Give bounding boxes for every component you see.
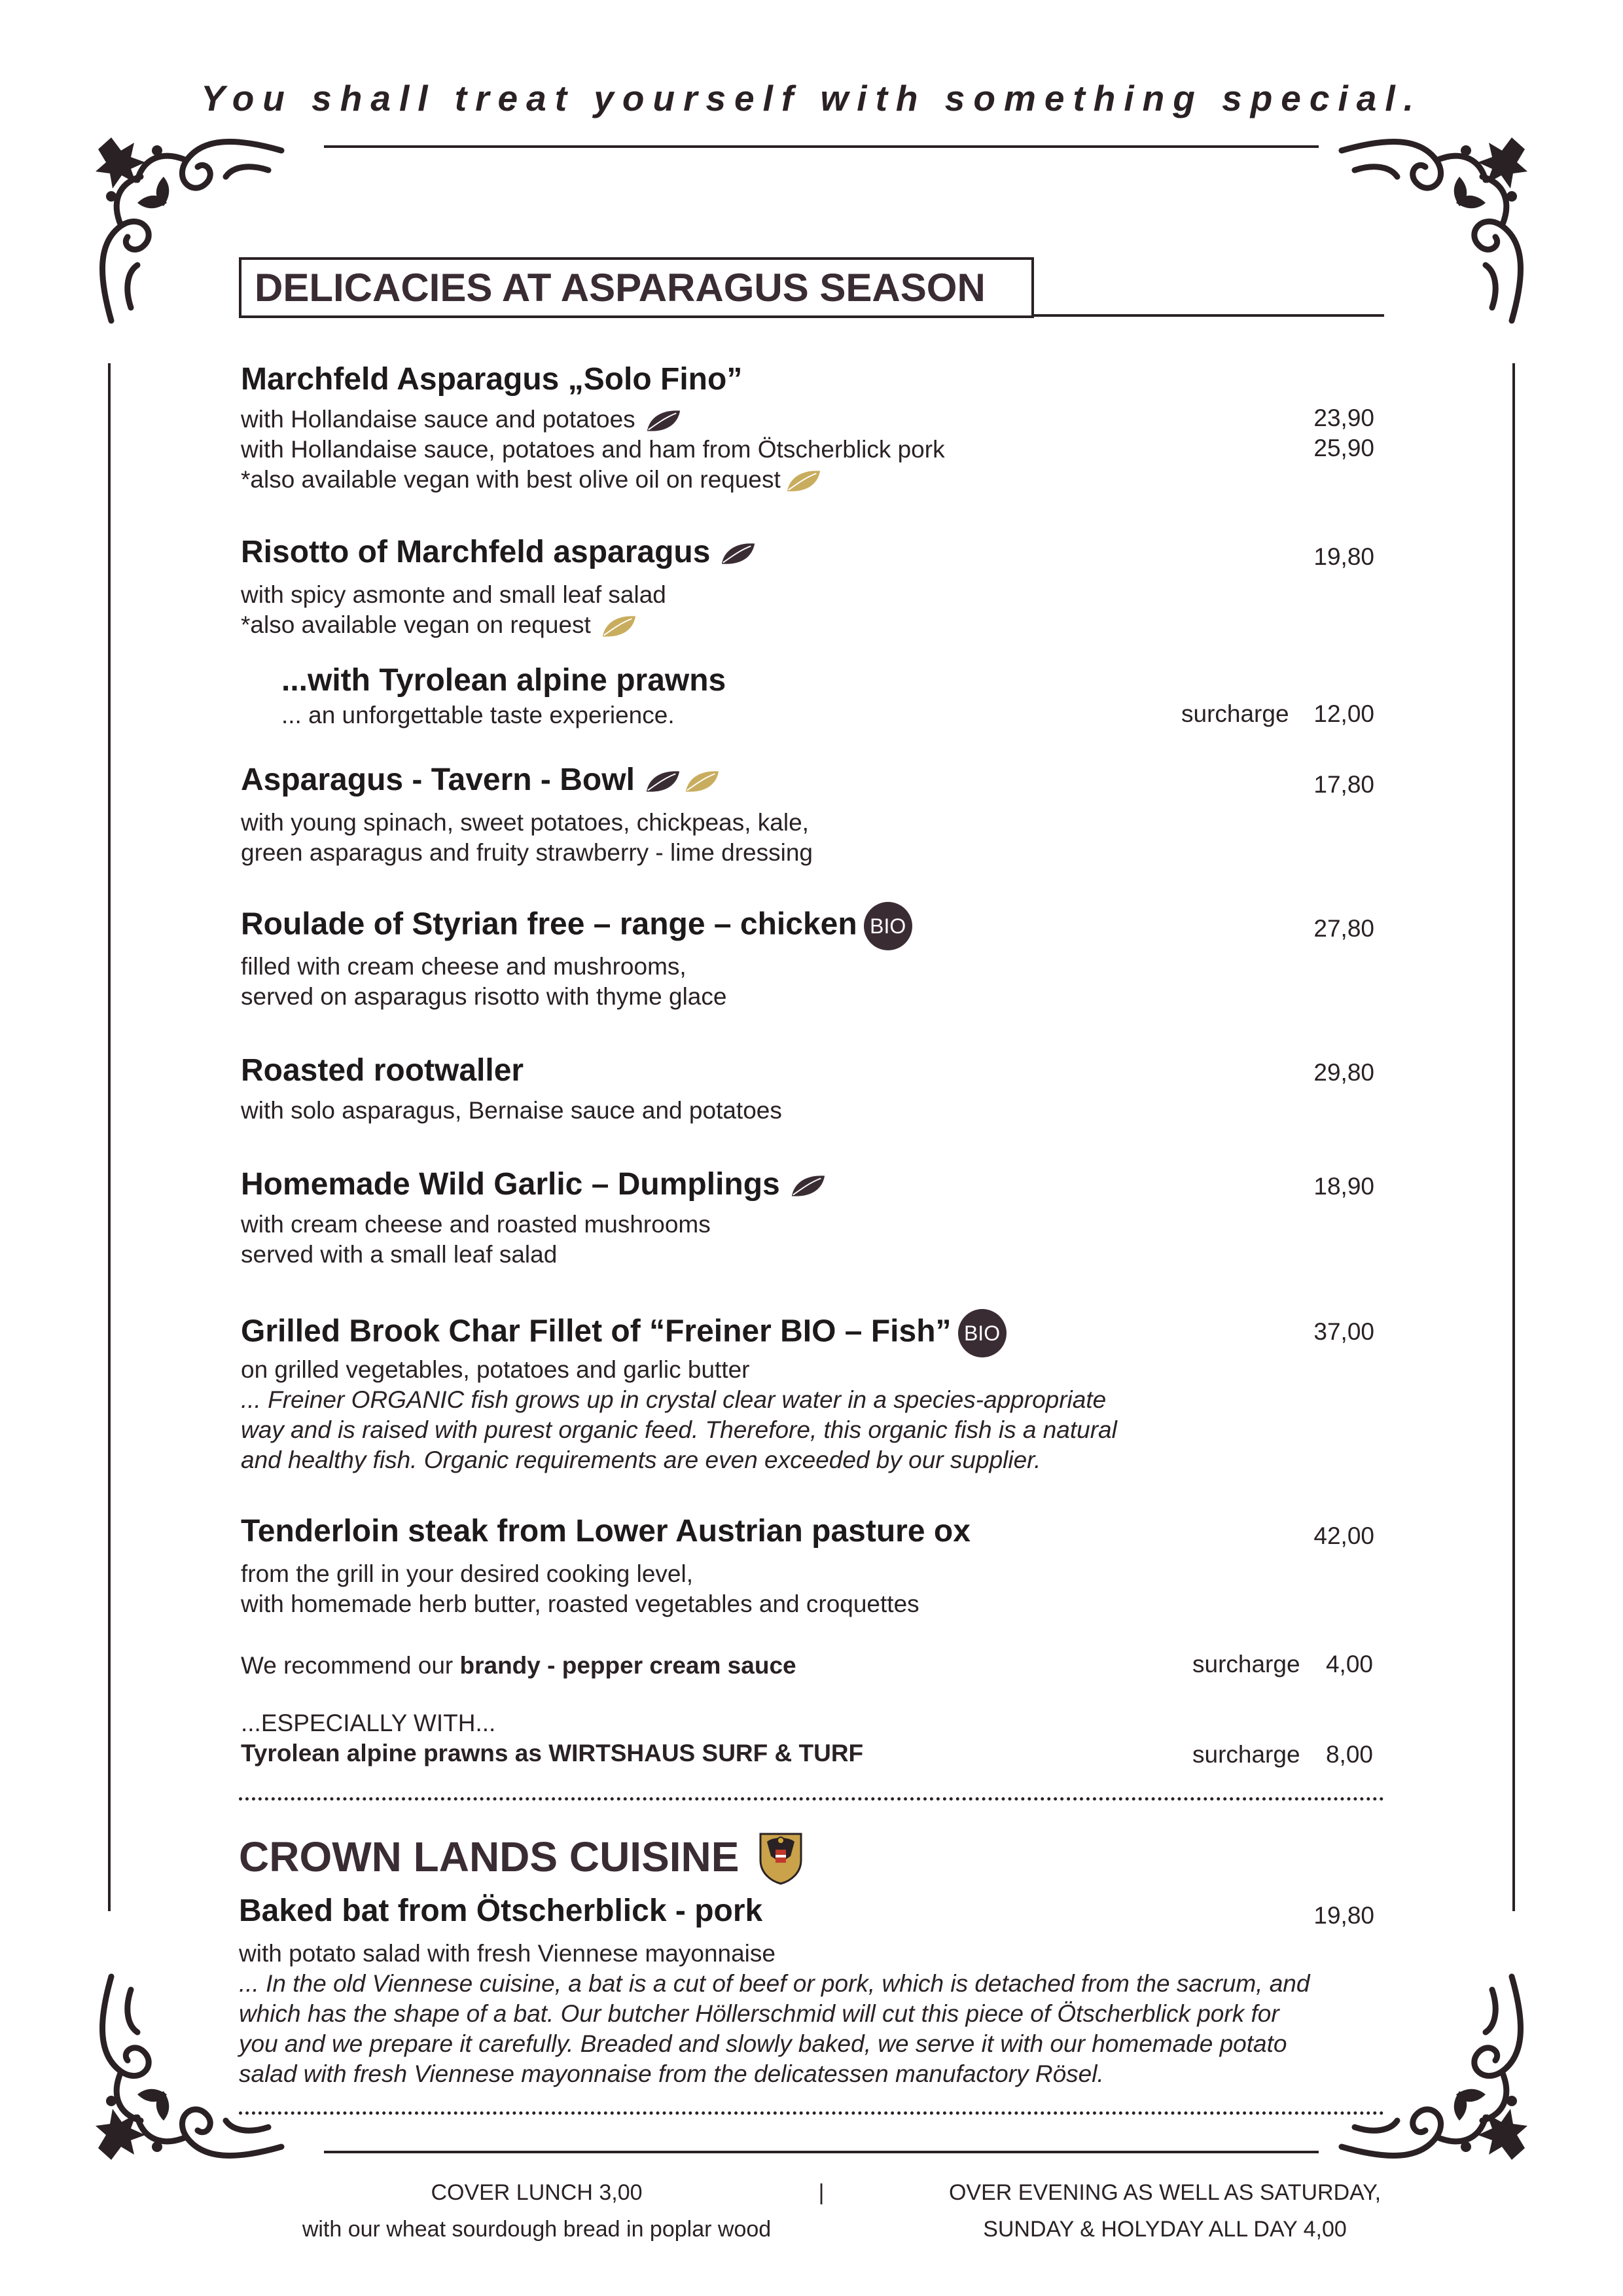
ornament-corner-icon bbox=[1335, 1970, 1551, 2186]
desc-line: *also available vegan with best olive oil on request bbox=[241, 466, 781, 493]
item-title-text: Homemade Wild Garlic – Dumplings bbox=[241, 1167, 780, 1202]
menu-item-desc: served with a small leaf salad bbox=[241, 1241, 558, 1268]
bottom-rule bbox=[324, 2151, 1319, 2153]
menu-item-title: Tenderloin steak from Lower Austrian pasture ox bbox=[241, 1514, 971, 1549]
menu-item-desc: served on asparagus risotto with thyme glace bbox=[241, 983, 727, 1010]
menu-item-desc bbox=[241, 465, 823, 495]
footer-cover-lunch bbox=[236, 2174, 838, 2248]
menu-item-title bbox=[241, 902, 912, 950]
footer-line: COVER LUNCH 3,00 bbox=[431, 2180, 643, 2205]
menu-item-desc: with homemade herb butter, roasted vegetables and croquettes bbox=[241, 1590, 919, 1617]
menu-item-desc: with Hollandaise sauce, potatoes and ham from Ötscherblick pork bbox=[241, 436, 945, 463]
footer-cover-evening bbox=[903, 2174, 1427, 2248]
menu-item-desc: with solo asparagus, Bernaise sauce and potatoes bbox=[241, 1097, 782, 1124]
menu-item-price: 25,90 bbox=[1313, 435, 1374, 461]
leaf-gold-icon bbox=[785, 468, 823, 494]
section-title: CROWN LANDS CUISINE bbox=[239, 1833, 740, 1880]
menu-item-desc bbox=[241, 404, 683, 435]
section-title: DELICACIES AT ASPARAGUS SEASON bbox=[255, 266, 986, 310]
menu-item-price: 19,80 bbox=[1313, 543, 1374, 570]
section-header-box bbox=[239, 257, 1034, 318]
dotted-divider bbox=[239, 1797, 1384, 1801]
menu-item-price: 29,80 bbox=[1313, 1059, 1374, 1086]
leaf-dark-icon bbox=[645, 408, 683, 434]
menu-item-desc: with spicy asmonte and small leaf salad bbox=[241, 581, 666, 608]
coat-of-arms-icon bbox=[758, 1830, 804, 1885]
menu-item-title bbox=[241, 762, 721, 798]
leaf-dark-icon bbox=[719, 541, 757, 567]
surcharge-label: surcharge bbox=[1181, 700, 1289, 727]
menu-item-desc: with potato salad with fresh Viennese mayonnaise bbox=[239, 1940, 776, 1967]
menu-item-desc: with young spinach, sweet potatoes, chickpeas, kale, bbox=[241, 809, 809, 836]
recommendation-line bbox=[241, 1651, 796, 1681]
menu-item-desc: filled with cream cheese and mushrooms, bbox=[241, 953, 687, 980]
recommend-prefix: We recommend our bbox=[241, 1652, 460, 1679]
dotted-divider bbox=[239, 2111, 1384, 2115]
top-rule bbox=[324, 145, 1319, 148]
leaf-dark-icon bbox=[789, 1173, 827, 1199]
especially-heading: ...ESPECIALLY WITH... bbox=[241, 1710, 496, 1736]
menu-item-desc: ... an unforgettable taste experience. bbox=[281, 702, 675, 728]
footer-line: with our wheat sourdough bread in poplar wood bbox=[302, 2217, 772, 2242]
menu-item-price: 4,00 bbox=[1325, 1651, 1373, 1677]
menu-item-price: 42,00 bbox=[1313, 1522, 1374, 1549]
item-title-text: Risotto of Marchfeld asparagus bbox=[241, 535, 711, 569]
menu-item-price: 17,80 bbox=[1313, 771, 1374, 798]
menu-item-price: 12,00 bbox=[1313, 700, 1374, 727]
recommend-sauce: brandy - pepper cream sauce bbox=[459, 1652, 796, 1679]
item-title-text: Grilled Brook Char Fillet of “Freiner BIO – Fish” bbox=[241, 1314, 952, 1349]
leaf-dark-icon bbox=[644, 768, 682, 795]
menu-item-desc: from the grill in your desired cooking level, bbox=[241, 1560, 693, 1587]
leaf-gold-icon bbox=[683, 768, 721, 795]
ornament-corner-icon bbox=[1335, 111, 1551, 327]
menu-item-title bbox=[241, 1309, 1007, 1357]
surcharge-label: surcharge bbox=[1192, 1741, 1300, 1768]
menu-item-note: salad with fresh Viennese mayonnaise from the delicatessen manufactory Rösel. bbox=[239, 2060, 1104, 2087]
menu-item-note: and healthy fish. Organic requirements are even exceeded by our supplier. bbox=[241, 1446, 1041, 1473]
menu-item-title: Marchfeld Asparagus „Solo Fino” bbox=[241, 362, 743, 397]
footer-line: OVER EVENING AS WELL AS SATURDAY, bbox=[948, 2180, 1382, 2205]
menu-item-note: way and is raised with purest organic feed. Therefore, this organic fish is a natural bbox=[241, 1416, 1117, 1443]
menu-item-note: which has the shape of a bat. Our butcher Höllerschmid will cut this piece of Ötscherblick pork for bbox=[239, 2000, 1279, 2027]
section-header-rule bbox=[1034, 314, 1384, 317]
menu-item-title: Baked bat from Ötscherblick - pork bbox=[239, 1893, 763, 1928]
leaf-gold-icon bbox=[600, 613, 638, 639]
left-rule bbox=[108, 363, 111, 1911]
surcharge-label: surcharge bbox=[1192, 1651, 1300, 1677]
menu-item-note: ... Freiner ORGANIC fish grows up in crystal clear water in a species-appropriate bbox=[241, 1386, 1107, 1413]
footer-separator: | bbox=[818, 2180, 825, 2205]
menu-item-note: you and we prepare it carefully. Breaded and slowly baked, we serve it with our homemade potato bbox=[239, 2030, 1287, 2057]
menu-item-title bbox=[241, 534, 757, 570]
footer-line: SUNDAY & HOLYDAY ALL DAY 4,00 bbox=[983, 2217, 1347, 2242]
menu-item-desc: on grilled vegetables, potatoes and garlic butter bbox=[241, 1356, 750, 1383]
menu-item-price: 18,90 bbox=[1313, 1173, 1374, 1200]
menu-item-title bbox=[241, 1166, 827, 1202]
menu-item-desc: green asparagus and fruity strawberry - lime dressing bbox=[241, 839, 813, 866]
bio-badge: BIO bbox=[864, 902, 912, 950]
item-title-text: Asparagus - Tavern - Bowl bbox=[241, 762, 635, 797]
especially-item: Tyrolean alpine prawns as WIRTSHAUS SURF & TURF bbox=[241, 1740, 864, 1767]
desc-line: with Hollandaise sauce and potatoes bbox=[241, 406, 635, 433]
menu-item-note: ... In the old Viennese cuisine, a bat is a cut of beef or pork, which is detached from the sacrum, and bbox=[239, 1970, 1310, 1997]
menu-item-desc: with cream cheese and roasted mushrooms bbox=[241, 1211, 711, 1238]
right-rule bbox=[1512, 363, 1515, 1911]
menu-item-price: 27,80 bbox=[1313, 915, 1374, 942]
item-title-text: Roulade of Styrian free – range – chicken bbox=[241, 906, 857, 942]
menu-item-desc bbox=[241, 610, 638, 640]
menu-subitem-title: ...with Tyrolean alpine prawns bbox=[281, 663, 726, 698]
menu-item-price: 19,80 bbox=[1313, 1902, 1374, 1929]
desc-line: *also available vegan on request bbox=[241, 611, 591, 638]
menu-item-title: Roasted rootwaller bbox=[241, 1053, 524, 1088]
menu-item-price: 8,00 bbox=[1325, 1741, 1373, 1768]
page-tagline: You shall treat yourself with something special. bbox=[201, 78, 1422, 118]
menu-item-price: 37,00 bbox=[1313, 1318, 1374, 1345]
menu-item-price: 23,90 bbox=[1313, 404, 1374, 431]
bio-badge: BIO bbox=[958, 1309, 1007, 1357]
